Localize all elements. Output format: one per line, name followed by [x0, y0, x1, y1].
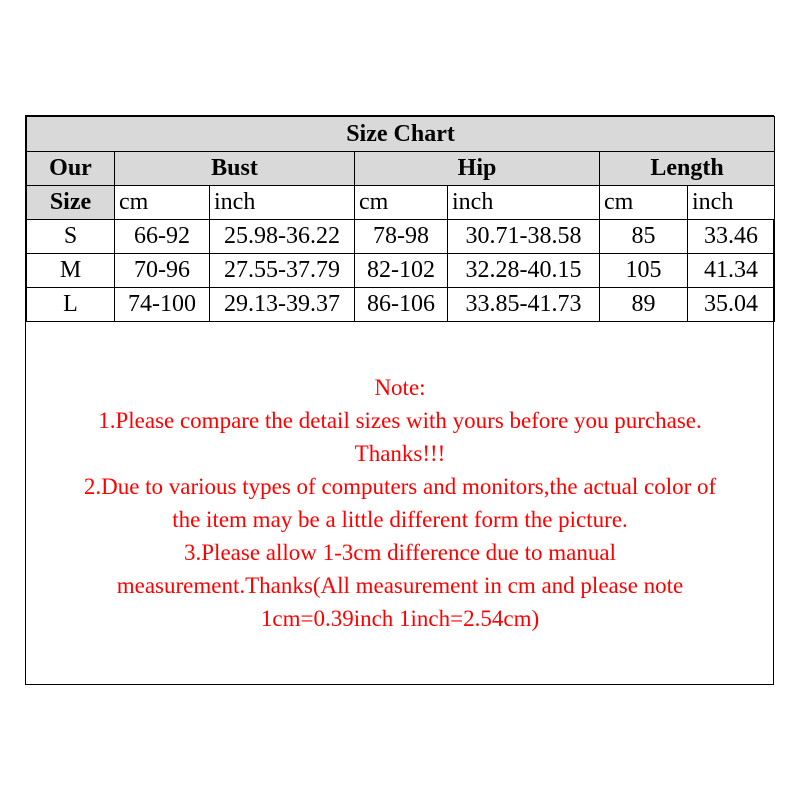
note-line: 3.Please allow 1-3cm difference due to manual	[184, 540, 616, 565]
length-cm-cell: 105	[600, 254, 688, 288]
note-line: measurement.Thanks(All measurement in cm and please note	[116, 573, 684, 598]
unit-header: cm	[355, 186, 448, 220]
table-row	[27, 288, 775, 322]
table-row	[27, 220, 775, 254]
note-heading: Note:	[374, 375, 426, 400]
note-line: 2.Due to various types of computers and monitors,the actual color of	[83, 474, 717, 499]
size-chart-sheet	[25, 115, 774, 685]
unit-header: inch	[448, 186, 600, 220]
bust-cm-cell: 74-100	[115, 288, 210, 322]
unit-header: cm	[115, 186, 210, 220]
bust-cm-cell: 66-92	[115, 220, 210, 254]
bust-cm-cell: 70-96	[115, 254, 210, 288]
unit-header: inch	[210, 186, 355, 220]
unit-header: cm	[600, 186, 688, 220]
hip-inch-cell: 30.71-38.58	[448, 220, 600, 254]
note-line: Thanks!!!	[354, 441, 446, 466]
note-line: 1.Please compare the detail sizes with yours before you purchase.	[98, 408, 702, 433]
size-cell: S	[27, 220, 115, 254]
length-inch-cell: 35.04	[688, 288, 775, 322]
bust-inch-cell: 25.98-36.22	[210, 220, 355, 254]
hip-inch-cell: 33.85-41.73	[448, 288, 600, 322]
our-size-header-top: Our	[27, 152, 115, 186]
hip-header: Hip	[355, 152, 600, 186]
notes-block	[26, 371, 774, 635]
size-cell: M	[27, 254, 115, 288]
our-size-header-bottom: Size	[27, 186, 115, 220]
hip-cm-cell: 82-102	[355, 254, 448, 288]
length-cm-cell: 89	[600, 288, 688, 322]
hip-inch-cell: 32.28-40.15	[448, 254, 600, 288]
bust-inch-cell: 27.55-37.79	[210, 254, 355, 288]
length-header: Length	[600, 152, 775, 186]
hip-cm-cell: 78-98	[355, 220, 448, 254]
length-cm-cell: 85	[600, 220, 688, 254]
length-inch-cell: 33.46	[688, 220, 775, 254]
bust-inch-cell: 29.13-39.37	[210, 288, 355, 322]
bust-header: Bust	[115, 152, 355, 186]
note-line: the item may be a little different form the picture.	[172, 507, 628, 532]
table-row	[27, 254, 775, 288]
size-cell: L	[27, 288, 115, 322]
unit-header: inch	[688, 186, 775, 220]
note-line: 1cm=0.39inch 1inch=2.54cm)	[260, 606, 540, 631]
length-inch-cell: 41.34	[688, 254, 775, 288]
size-chart-table	[26, 116, 775, 322]
table-title: Size Chart	[27, 117, 775, 152]
hip-cm-cell: 86-106	[355, 288, 448, 322]
